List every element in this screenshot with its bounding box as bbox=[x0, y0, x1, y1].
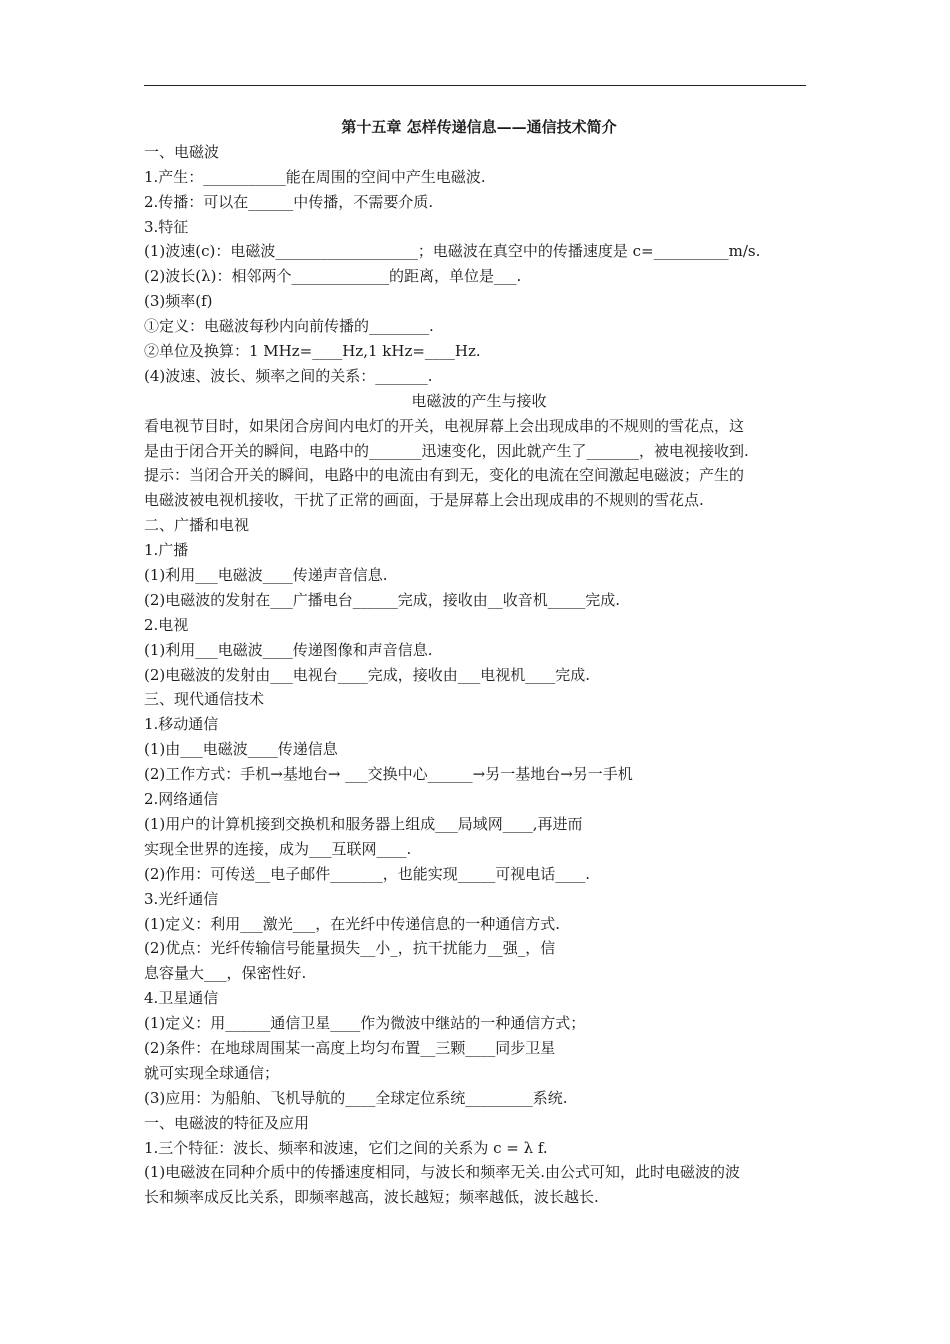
text-line: (3)频率(f) bbox=[144, 292, 213, 311]
text-line: 3.特征 bbox=[144, 217, 189, 236]
text-line: (1)用户的计算机接到交换机和服务器上组成___局域网____,再进而 bbox=[144, 814, 583, 833]
text-line: (2)波长(λ)：相邻两个_____________的距离，单位是___. bbox=[144, 267, 522, 286]
text-line: (1)电磁波在同种介质中的传播速度相同，与波长和频率无关.由公式可知，此时电磁波的波 bbox=[144, 1163, 741, 1182]
text-line: (3)应用：为船舶、飞机导航的____全球定位系统_________系统. bbox=[144, 1088, 568, 1107]
text-line: (2)电磁波的发射在___广播电台______完成，接收由__收音机_____完成. bbox=[144, 590, 621, 609]
text-line: 三、现代通信技术 bbox=[144, 690, 265, 709]
text-line: 1.广播 bbox=[144, 541, 189, 560]
chapter-title: 第十五章 怎样传递信息——通信技术简介 bbox=[341, 118, 617, 136]
text-line: (1)利用___电磁波____传递声音信息. bbox=[144, 566, 388, 585]
text-line: 息容量大___，保密性好. bbox=[144, 964, 307, 983]
text-line: 看电视节目时，如果闭合房间内电灯的开关，电视屏幕上会出现成串的不规则的雪花点，这 bbox=[144, 416, 745, 435]
text-line: 提示：当闭合开关的瞬间，电路中的电流由有到无，变化的电流在空间激起电磁波；产生的 bbox=[144, 466, 745, 485]
text-line: (1)定义：利用___激光___，在光纤中传递信息的一种通信方式. bbox=[144, 914, 561, 933]
document-body bbox=[144, 115, 814, 1210]
text-line: 长和频率成反比关系，即频率越高，波长越短；频率越低，波长越长. bbox=[144, 1188, 599, 1207]
text-line: (2)优点：光纤传输信号能量损失__小_，抗干扰能力__强_，信 bbox=[144, 939, 556, 958]
text-line: 就可实现全球通信； bbox=[144, 1063, 280, 1082]
section-subtitle: 电磁波的产生与接收 bbox=[411, 391, 547, 410]
text-line: 二、广播和电视 bbox=[144, 516, 250, 535]
text-line: 电磁波被电视机接收，干扰了正常的画面，于是屏幕上会出现成串的不规则的雪花点. bbox=[144, 491, 704, 510]
text-lines bbox=[144, 140, 814, 1210]
text-line: 是由于闭合开关的瞬间，电路中的_______迅速变化，因此就产生了_______，被电视接收到. bbox=[144, 441, 749, 460]
text-line: (2)电磁波的发射由___电视台____完成，接收由___电视机____完成. bbox=[144, 665, 591, 684]
text-line: 3.光纤通信 bbox=[144, 889, 219, 908]
text-line: (1)由___电磁波____传递信息 bbox=[144, 740, 338, 759]
text-line: (1)波速(c)：电磁波___________________；电磁波在真空中的传播速度是 c=__________m/s. bbox=[144, 242, 761, 261]
text-line: (2)工作方式：手机→基地台→ ___交换中心______→另一基地台→另一手机 bbox=[144, 765, 633, 784]
text-line: 2.电视 bbox=[144, 615, 189, 634]
header-rule bbox=[144, 85, 806, 86]
text-line: 1.移动通信 bbox=[144, 715, 219, 734]
text-line: 4.卫星通信 bbox=[144, 989, 219, 1008]
text-line: (2)条件：在地球周围某一高度上均匀布置__三颗____同步卫星 bbox=[144, 1038, 556, 1057]
text-line: 1.产生：___________能在周围的空间中产生电磁波. bbox=[144, 167, 486, 186]
text-line: 2.传播：可以在______中传播，不需要介质. bbox=[144, 192, 434, 211]
text-line: ②单位及换算：1 MHz=____Hz,1 kHz=____Hz. bbox=[144, 342, 481, 361]
text-line: (2)作用：可传送__电子邮件_______，也能实现_____可视电话____. bbox=[144, 864, 591, 883]
text-line: 一、电磁波的特征及应用 bbox=[144, 1113, 310, 1132]
text-line: ①定义：电磁波每秒内向前传播的________. bbox=[144, 317, 434, 336]
text-line: 一、电磁波 bbox=[144, 142, 220, 161]
text-line: 实现全世界的连接，成为___互联网____. bbox=[144, 839, 412, 858]
text-line: (4)波速、波长、频率之间的关系：_______. bbox=[144, 366, 433, 385]
text-line: (1)定义：用______通信卫星____作为微波中继站的一种通信方式； bbox=[144, 1014, 586, 1033]
text-line: (1)利用___电磁波____传递图像和声音信息. bbox=[144, 640, 433, 659]
text-line: 1.三个特征：波长、频率和波速，它们之间的关系为 c = λ f. bbox=[144, 1138, 548, 1157]
text-line: 2.网络通信 bbox=[144, 790, 219, 809]
